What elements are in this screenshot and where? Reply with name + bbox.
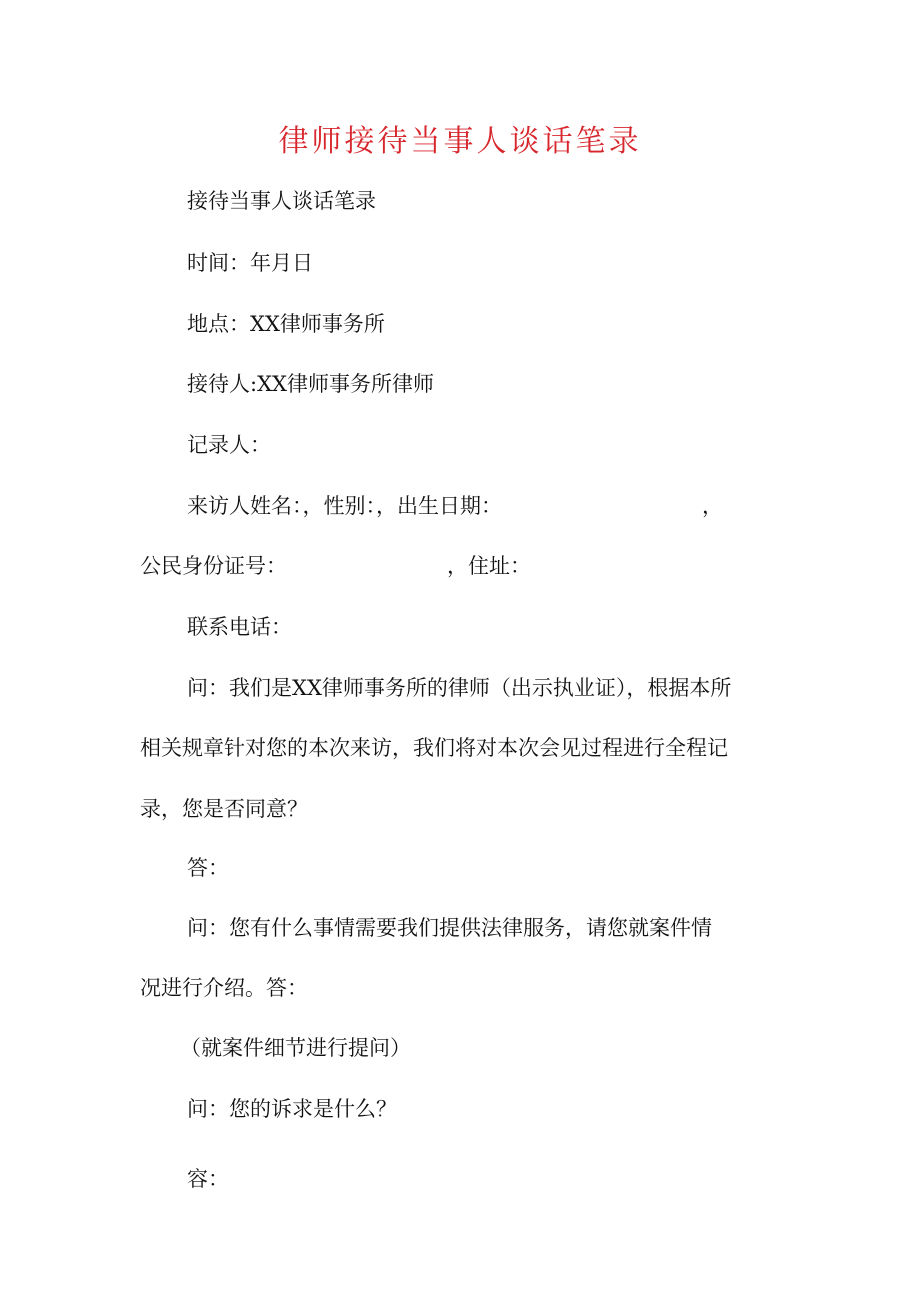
subtitle: 接待当事人谈话笔录 — [187, 189, 376, 213]
question-1-line-3: 录，您是否同意？ — [140, 797, 308, 821]
answer-3: 容： — [187, 1167, 229, 1191]
question-1-line-1: 问：我们是XX律师事务所的律师（出示执业证），根据本所 — [187, 676, 732, 700]
case-detail-note: （就案件细节进行提问） — [180, 1036, 411, 1060]
id-address-line — [140, 551, 790, 581]
question-2-line-1: 问：您有什么事情需要我们提供法律服务，请您就案件情 — [187, 916, 712, 940]
id-number-label: 公民身份证号： — [140, 554, 287, 578]
recorder-line: 记录人： — [187, 433, 271, 457]
visitor-comma: ， — [702, 494, 723, 518]
document-title: 律师接待当事人谈话笔录 — [278, 124, 642, 159]
time-line: 时间：年月日 — [187, 251, 313, 275]
address-label: ，住址： — [447, 554, 531, 578]
question-1-line-2: 相关规章针对您的本次来访，我们将对本次会见过程进行全程记 — [140, 736, 728, 760]
answer-1: 答： — [187, 856, 229, 880]
phone-line: 联系电话： — [187, 615, 292, 639]
question-3: 问：您的诉求是什么？ — [187, 1097, 397, 1121]
place-line: 地点：XX律师事务所 — [187, 312, 385, 336]
visitor-name-gender-birth-label: 来访人姓名：，性别：，出生日期： — [187, 494, 502, 518]
question-2-line-2: 况进行介绍。答： — [140, 976, 308, 1000]
visitor-info-line — [187, 491, 790, 521]
receptionist-line: 接待人:XX律师事务所律师 — [187, 372, 434, 396]
